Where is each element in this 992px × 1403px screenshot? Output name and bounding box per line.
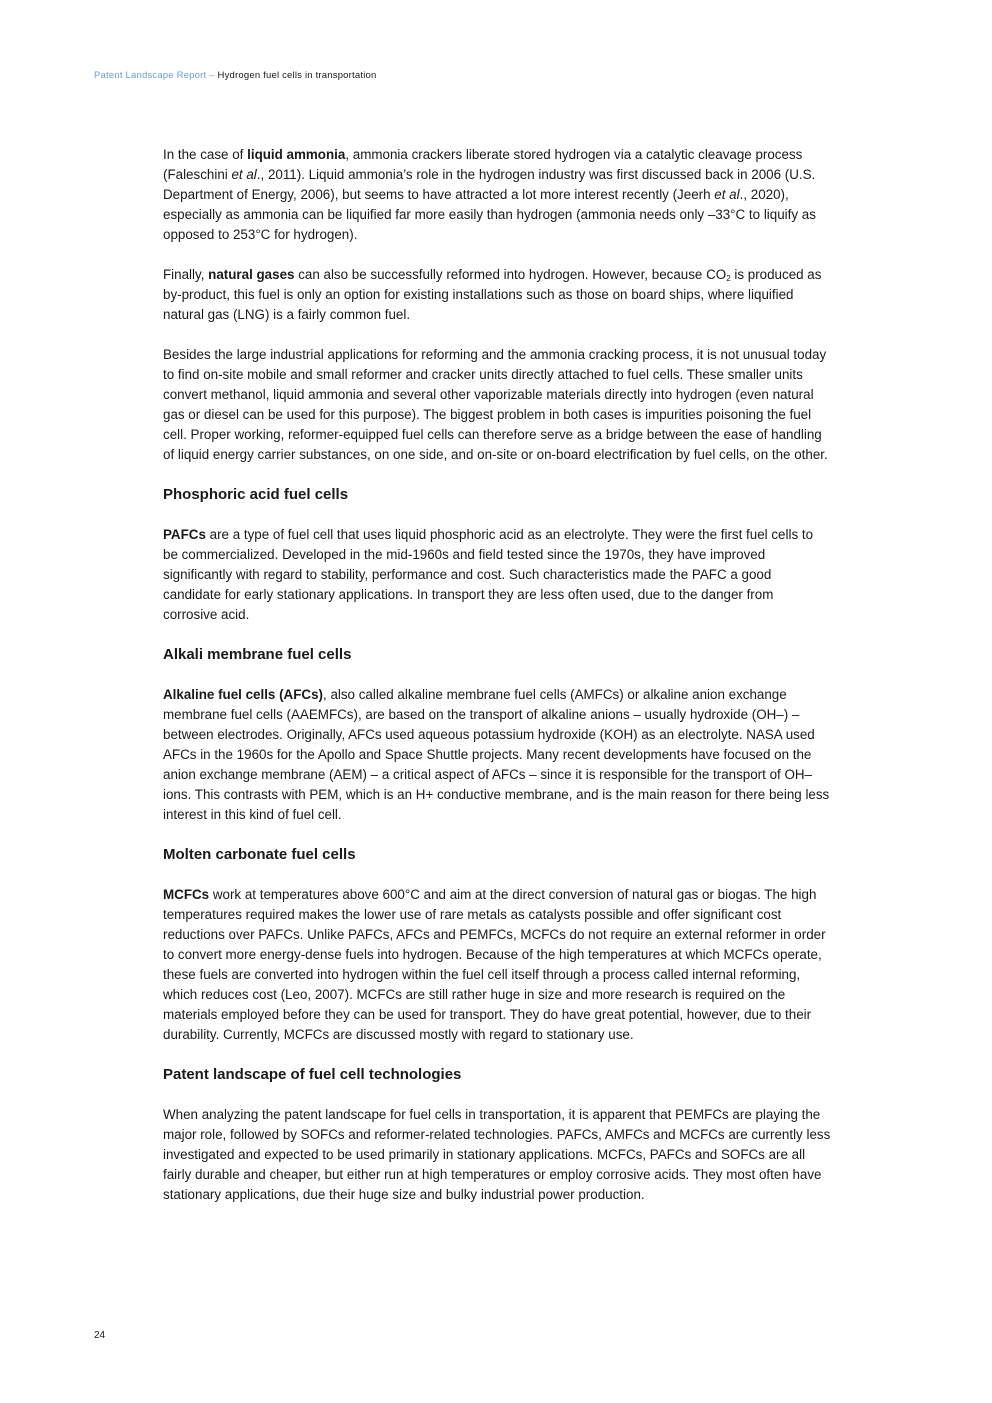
- paragraph-reformers: Besides the large industrial applications for reforming and the ammonia cracking process, it is not unusual today to find on-site mobile and small reformer and cracker units directly attached to fuel cells. These smaller units convert methanol, liquid ammonia and several other vaporizable materials directly into hydrogen (even natural gas or diesel can be used for this purpose). The biggest problem in both cases is impurities poisoning the fuel cell. Proper working, reformer-equipped fuel cells can therefore serve as a bridge between the ease of handling of liquid energy carrier substances, on one side, and on-site or on-board electrification by fuel cells, on the other.: [163, 347, 828, 462]
- report-series: Patent Landscape Report: [94, 70, 207, 81]
- italic-term: et al: [231, 167, 257, 182]
- text-run: ., 2011). Liquid ammonia’s role in the hydrogen industry was first discussed back in 2006 (U.S. Department of Energy, 2006), but seems to have attracted a lot more interest recently (Jeerh: [163, 167, 816, 202]
- text-run: , also called alkaline membrane fuel cells (AMFCs) or alkaline anion exchange membrane fuel cells (AAEMFCs), are based on the transport of alkaline anions – usually hydroxide (OH–) – between electrodes. Originally, AFCs used aqueous potassium hydroxide (KOH) as an electrolyte. NASA used AFCs in the 1960s for the Apollo and Space Shuttle projects. Many recent developments have focused on the anion exchange membrane (AEM) – a critical aspect of AFCs – since it is responsible for the transport of OH– ions. This contrasts with PEM, which is an H+ conductive membrane, and is the main reason for there being less interest in this kind of fuel cell.: [163, 687, 830, 822]
- running-header: [94, 70, 376, 81]
- main-content: [163, 145, 831, 1225]
- text-run: is produced as by-product, this fuel is only an option for existing installations such as those on board ships, where liquified natural gas (LNG) is a fairly common fuel.: [163, 267, 822, 322]
- report-title: Hydrogen fuel cells in transportation: [217, 70, 377, 81]
- paragraph-patent-landscape: When analyzing the patent landscape for fuel cells in transportation, it is apparent that PEMFCs are playing the major role, followed by SOFCs and reformer-related technologies. PAFCs, AMFCs and MCFCs are currently less investigated and expected to be used primarily in stationary applications. MCFCs, PAFCs and SOFCs are all fairly durable and cheaper, but either run at high temperatures or employ corrosive acids. They most often have stationary applications, due their huge size and bulky industrial power production.: [163, 1107, 831, 1202]
- page-number: 24: [94, 1330, 106, 1341]
- header-separator: –: [206, 70, 218, 81]
- text-run: work at temperatures above 600°C and aim at the direct conversion of natural gas or biogas. The high temperatures required makes the lower use of rare metals as catalysts possible and offer significant cost reductions over PAFCs. Unlike PAFCs, AFCs and PEMFCs, MCFCs do not require an external reformer in order to convert more energy-dense fuels into hydrogen. Because of the high temperatures at which MCFCs operate, these fuels are converted into hydrogen within the fuel cell itself through a process called internal reforming, which reduces cost (Leo, 2007). MCFCs are still rather huge in size and more research is required on the materials employed before they can be used for transport. They do have great potential, however, due to their durability. Currently, MCFCs are discussed mostly with regard to stationary use.: [163, 887, 826, 1042]
- paragraph-liquid-ammonia: [163, 145, 831, 245]
- subscript: 2: [726, 274, 731, 283]
- text-run: are a type of fuel cell that uses liquid phosphoric acid as an electrolyte. They were the first fuel cells to be commercialized. Developed in the mid-1960s and field tested since the 1970s, they have improved significantly with regard to stability, performance and cost. Such characteristics made the PAFC a good candidate for early stationary applications. In transport they are less often used, due to the danger from corrosive acid.: [163, 527, 814, 622]
- bold-term: natural gases: [208, 267, 295, 282]
- bold-term: Alkaline fuel cells (AFCs): [163, 687, 323, 702]
- text-run: Finally,: [163, 267, 209, 282]
- bold-term: liquid ammonia: [247, 147, 346, 162]
- paragraph-mcfc: [163, 885, 831, 1045]
- text-run: ., 2020), especially as ammonia can be liquified far more easily than hydrogen (ammonia needs only –33°C to liquify as opposed to 253°C for hydrogen).: [163, 187, 816, 242]
- heading-patent-landscape: Patent landscape of fuel cell technologies: [163, 1066, 462, 1083]
- paragraph-natural-gases: [163, 265, 831, 325]
- italic-term: et al: [714, 187, 740, 202]
- bold-term: MCFCs: [163, 887, 210, 902]
- heading-afc: Alkali membrane fuel cells: [163, 646, 352, 663]
- paragraph-pafc: [163, 525, 831, 625]
- text-run: In the case of: [163, 147, 248, 162]
- text-run: , ammonia crackers liberate stored hydrogen via a catalytic cleavage process (Faleschini: [163, 147, 803, 182]
- bold-term: PAFCs: [163, 527, 206, 542]
- heading-mcfc: Molten carbonate fuel cells: [163, 846, 356, 863]
- paragraph-afc: [163, 685, 831, 825]
- text-run: can also be successfully reformed into hydrogen. However, because CO: [294, 267, 727, 282]
- heading-pafc: Phosphoric acid fuel cells: [163, 486, 349, 503]
